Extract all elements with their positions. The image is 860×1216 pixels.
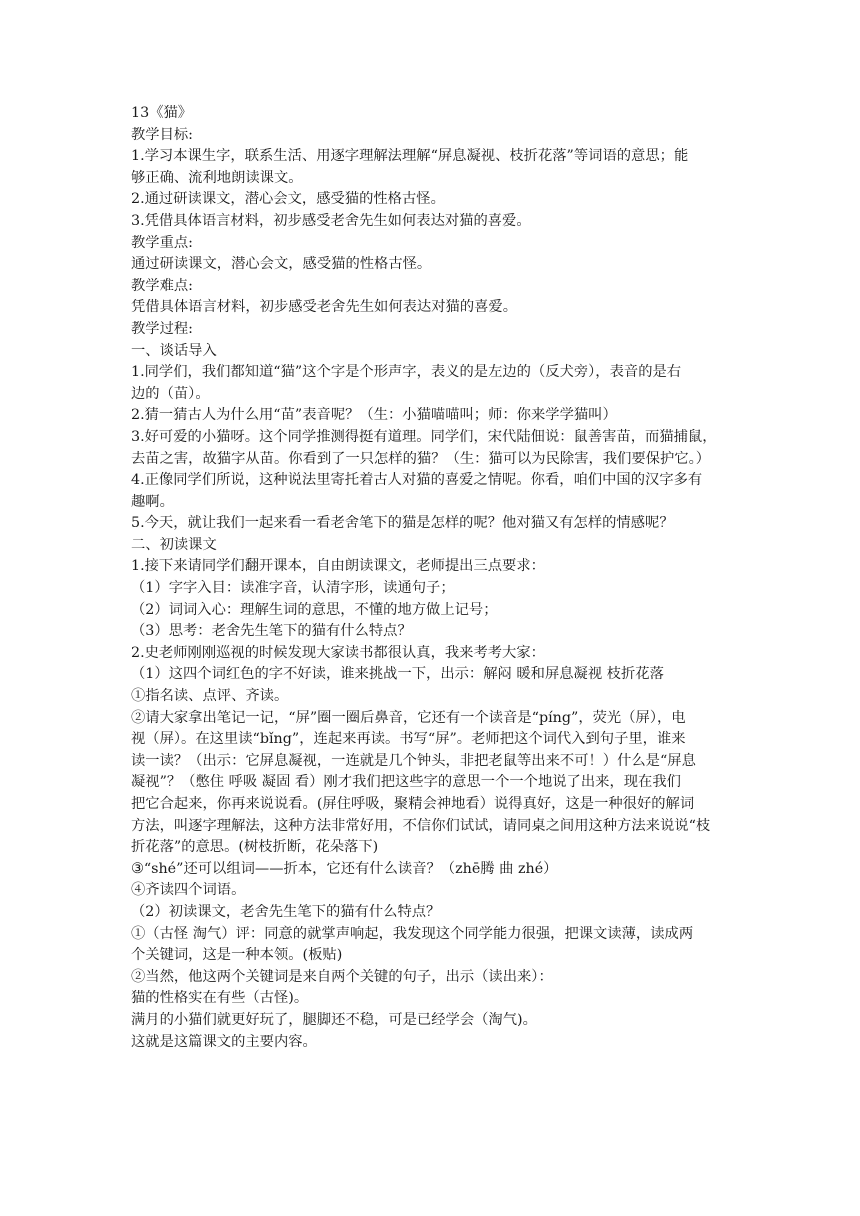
section-heading-process: 教学过程: [131, 320, 194, 337]
text-line: 2.猜一猜古人为什么用“苗”表音呢？（生：小猫喵喵叫；师：你来学学猫叫） [131, 407, 617, 424]
text-line: 2.史老师刚刚巡视的时候发现大家读书都很认真，我来考考大家： [131, 644, 545, 661]
section-heading-objectives: 教学目标: [131, 126, 194, 143]
text-line: 通过研读课文，潜心会文，感受猫的性格古怪。 [131, 256, 432, 273]
text-line: ①（古怪 淘气）评：同意的就掌声响起，我发现这个同学能力很强，把课文读薄，读成两 [131, 925, 694, 942]
text-line: ①指名读、点评、齐读。 [131, 688, 289, 705]
text-line: 方法，叫逐字理解法，这种方法非常好用，不信你们试试，请同桌之间用这种方法来说说“枝 [131, 817, 711, 834]
subsection-heading-first-reading: 二、初读课文 [131, 536, 217, 553]
text-line: ②当然，他这两个关键词是来自两个关键的句子，出示（读出来）： [131, 968, 553, 985]
text-line: 个关键词，这是一种本领。(板贴) [131, 947, 343, 964]
text-line: ②请大家拿出笔记一记，“屏”圈一圈后鼻音，它还有一个读音是“píng”，荧光（屏），电 [131, 709, 686, 726]
text-line: 边的（苗）。 [131, 385, 210, 402]
text-line: 折花落”的意思。(树枝折断，花朵落下) [131, 839, 379, 856]
lesson-title: 13《猫》 [131, 105, 193, 121]
text-line: （1）这四个词红色的字不好读，谁来挑战一下，出示：解闷 暖和屏息凝视 枝折花落 [131, 666, 664, 683]
text-line: 凝视”？（憋住 呼吸 凝固 看）刚才我们把这些字的意思一个一个地说了出来，现在我们 [131, 774, 681, 791]
subsection-heading-intro: 一、谈话导入 [131, 342, 217, 359]
section-heading-difficulties: 教学难点: [131, 277, 194, 294]
text-line: 满月的小猫们就更好玩了，腿脚还不稳，可是已经学会（淘气)。 [131, 1011, 537, 1028]
text-line: 去苗之害，故猫字从苗。你看到了一只怎样的猫？（生：猫可以为民除害，我们要保护它。） [131, 450, 711, 467]
text-line: 猫的性格实在有些（古怪)。 [131, 990, 309, 1007]
text-line: ④齐读四个词语。 [131, 882, 246, 899]
text-line: 1.同学们，我们都知道“猫”这个字是个形声字，表义的是左边的（反犬旁），表音的是右 [131, 364, 682, 381]
text-line: 趣啊。 [131, 493, 174, 510]
text-line: 4.正像同学们所说，这种说法里寄托着古人对猫的喜爱之情呢。你看，咱们中国的汉字多有 [131, 472, 703, 489]
text-line: 够正确、流利地朗读课文。 [131, 169, 303, 186]
text-line: （3）思考：老舍先生笔下的猫有什么特点？ [131, 623, 412, 640]
text-line: 3.凭借具体语言材料，初步感受老舍先生如何表达对猫的喜爱。 [131, 212, 531, 229]
text-line: （2）初读课文，老舍先生笔下的猫有什么特点？ [131, 903, 441, 920]
text-line: （2）词词入心：理解生词的意思，不懂的地方做上记号； [131, 601, 498, 618]
text-line: 3.好可爱的小猫呀。这个同学推测得挺有道理。同学们，宋代陆佃说：鼠善害苗，而猫捕鼠， [131, 428, 717, 445]
text-line: 凭借具体语言材料，初步感受老舍先生如何表达对猫的喜爱。 [131, 299, 518, 316]
text-line: 2.通过研读课文，潜心会文，感受猫的性格古怪。 [131, 191, 445, 208]
text-line: 这就是这篇课文的主要内容。 [131, 1033, 317, 1050]
text-line: ③“shé”还可以组词——折本，它还有什么读音？（zhē腾 曲 zhé） [131, 860, 558, 877]
text-line: 把它合起来，你再来说说看。(屏住呼吸，聚精会神地看）说得真好，这是一种很好的解词 [131, 796, 695, 812]
text-line: （1）字字入目：读准字音，认清字形，读通句子； [131, 580, 455, 597]
section-heading-key-points: 教学重点: [131, 234, 194, 251]
text-line: 视（屏）。在这里读“bǐng”，连起来再读。书写“屏”。老师把这个词代入到句子里，谁来 [131, 731, 686, 748]
text-line: 读一读？（出示：它屏息凝视，一连就是几个钟头，非把老鼠等出来不可！）什么是“屏息 [131, 752, 696, 769]
text-line: 1.学习本课生字，联系生活、用逐字理解法理解“屏息凝视、枝折花落”等词语的意思；能 [131, 148, 689, 165]
document-body [131, 103, 731, 1053]
text-line: 5.今天，就让我们一起来看一看老舍笔下的猫是怎样的呢？他对猫又有怎样的情感呢？ [131, 515, 674, 532]
text-line: 1.接下来请同学们翻开课本，自由朗读课文，老师提出三点要求： [131, 558, 545, 575]
